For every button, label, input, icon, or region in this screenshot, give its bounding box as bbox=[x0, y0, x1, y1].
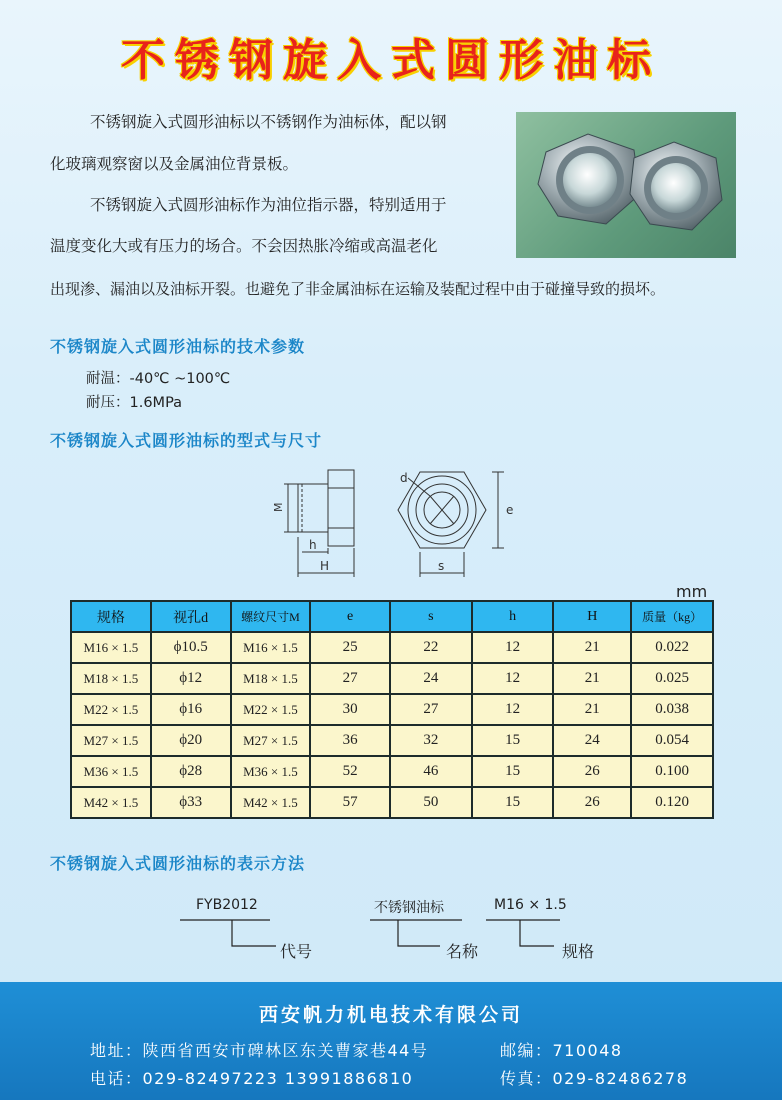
temperature-spec: 耐温：-40℃ ~100℃ bbox=[86, 371, 231, 387]
table-cell: M36 × 1.5 bbox=[231, 756, 311, 787]
table-header: e bbox=[310, 601, 390, 632]
table-cell: 12 bbox=[472, 694, 554, 725]
table-cell: M42 × 1.5 bbox=[231, 787, 311, 818]
table-cell: 46 bbox=[390, 756, 472, 787]
table-cell: 26 bbox=[553, 787, 631, 818]
table-header: 质量（kg） bbox=[631, 601, 713, 632]
footer bbox=[0, 982, 782, 1100]
table-cell: 15 bbox=[472, 787, 554, 818]
notation-heading: 不锈钢旋入式圆形油标的表示方法 bbox=[50, 854, 306, 873]
company-name: 西安帆力机电技术有限公司 bbox=[258, 1004, 523, 1026]
intro-p1-line2: 化玻璃观察窗以及金属油位背景板。 bbox=[50, 155, 299, 173]
notation-spec: M16 × 1.5 bbox=[494, 897, 567, 913]
label-h: h bbox=[309, 538, 317, 552]
table-cell: 32 bbox=[390, 725, 472, 756]
notation-name-label: 名称 bbox=[446, 942, 479, 961]
table-cell: 15 bbox=[472, 756, 554, 787]
dims-heading: 不锈钢旋入式圆形油标的型式与尺寸 bbox=[50, 431, 323, 450]
table-cell: 26 bbox=[553, 756, 631, 787]
notation-code: FYB2012 bbox=[196, 897, 258, 913]
label-H: H bbox=[320, 559, 330, 573]
table-cell: 0.038 bbox=[631, 694, 713, 725]
table-cell: 50 bbox=[390, 787, 472, 818]
intro-p2-line1: 不锈钢旋入式圆形油标作为油位指示器，特别适用于 bbox=[90, 196, 447, 214]
dimensions-table bbox=[70, 600, 714, 819]
fax: 传真：029-82486278 bbox=[500, 1069, 689, 1088]
notation-spec-label: 规格 bbox=[562, 942, 595, 961]
phone: 电话：029-82497223 13991886810 bbox=[90, 1069, 414, 1088]
table-cell: M16 × 1.5 bbox=[231, 632, 311, 663]
table-cell: 27 bbox=[310, 663, 390, 694]
table-cell: M27 × 1.5 bbox=[231, 725, 311, 756]
table-cell: 22 bbox=[390, 632, 472, 663]
label-M: M bbox=[272, 502, 285, 512]
table-cell: M16 × 1.5 bbox=[71, 632, 151, 663]
table-header: s bbox=[390, 601, 472, 632]
address: 地址：陕西省西安市碑林区东关曹家巷44号 bbox=[90, 1041, 429, 1060]
table-cell: ϕ20 bbox=[151, 725, 231, 756]
table-cell: 0.120 bbox=[631, 787, 713, 818]
table-cell: M18 × 1.5 bbox=[71, 663, 151, 694]
table-cell: 21 bbox=[553, 632, 631, 663]
table-cell: ϕ10.5 bbox=[151, 632, 231, 663]
table-row bbox=[71, 725, 713, 756]
table-row bbox=[71, 756, 713, 787]
label-s: s bbox=[438, 559, 445, 573]
intro-p1-line1: 不锈钢旋入式圆形油标以不锈钢作为油标体，配以钢 bbox=[90, 113, 447, 131]
label-e: e bbox=[506, 503, 514, 517]
table-header: 规格 bbox=[71, 601, 151, 632]
table-cell: 24 bbox=[390, 663, 472, 694]
table-cell: 12 bbox=[472, 663, 554, 694]
table-cell: ϕ12 bbox=[151, 663, 231, 694]
table-cell: ϕ16 bbox=[151, 694, 231, 725]
product-photo bbox=[516, 112, 736, 258]
table-cell: 15 bbox=[472, 725, 554, 756]
notation-code-label: 代号 bbox=[280, 942, 313, 961]
table-cell: M36 × 1.5 bbox=[71, 756, 151, 787]
table-cell: ϕ28 bbox=[151, 756, 231, 787]
table-cell: 21 bbox=[553, 694, 631, 725]
label-d: d bbox=[400, 471, 408, 485]
table-row bbox=[71, 663, 713, 694]
intro-p2-line2: 温度变化大或有压力的场合。不会因热胀冷缩或高温老化 bbox=[50, 237, 438, 255]
table-cell: M42 × 1.5 bbox=[71, 787, 151, 818]
table-header: H bbox=[553, 601, 631, 632]
table-cell: 0.022 bbox=[631, 632, 713, 663]
table-row bbox=[71, 787, 713, 818]
table-header: 螺纹尺寸M bbox=[231, 601, 311, 632]
table-cell: 0.054 bbox=[631, 725, 713, 756]
notation-name: 不锈钢油标 bbox=[374, 900, 444, 916]
table-cell: 21 bbox=[553, 663, 631, 694]
postcode: 邮编：710048 bbox=[500, 1041, 623, 1060]
technical-drawing bbox=[260, 462, 530, 582]
tech-heading: 不锈钢旋入式圆形油标的技术参数 bbox=[50, 337, 306, 356]
table-cell: M27 × 1.5 bbox=[71, 725, 151, 756]
table-cell: 36 bbox=[310, 725, 390, 756]
table-cell: M22 × 1.5 bbox=[71, 694, 151, 725]
table-cell: 25 bbox=[310, 632, 390, 663]
table-cell: 0.100 bbox=[631, 756, 713, 787]
table-row bbox=[71, 694, 713, 725]
table-header: h bbox=[472, 601, 554, 632]
pressure-spec: 耐压：1.6MPa bbox=[86, 395, 183, 411]
table-row bbox=[71, 632, 713, 663]
unit-label: mm bbox=[676, 582, 708, 601]
table-cell: 12 bbox=[472, 632, 554, 663]
table-cell: M22 × 1.5 bbox=[231, 694, 311, 725]
table-cell: 27 bbox=[390, 694, 472, 725]
page-title: 不锈钢旋入式圆形油标 bbox=[121, 35, 661, 86]
table-cell: M18 × 1.5 bbox=[231, 663, 311, 694]
table-cell: ϕ33 bbox=[151, 787, 231, 818]
table-header: 视孔d bbox=[151, 601, 231, 632]
table-cell: 0.025 bbox=[631, 663, 713, 694]
table-cell: 52 bbox=[310, 756, 390, 787]
intro-p2-line3: 出现渗、漏油以及油标开裂。也避免了非金属油标在运输及装配过程中由于碰撞导致的损坏。 bbox=[50, 280, 666, 298]
table-cell: 30 bbox=[310, 694, 390, 725]
notation-connectors bbox=[180, 916, 600, 966]
table-header-row bbox=[71, 601, 713, 632]
table-cell: 24 bbox=[553, 725, 631, 756]
table-cell: 57 bbox=[310, 787, 390, 818]
